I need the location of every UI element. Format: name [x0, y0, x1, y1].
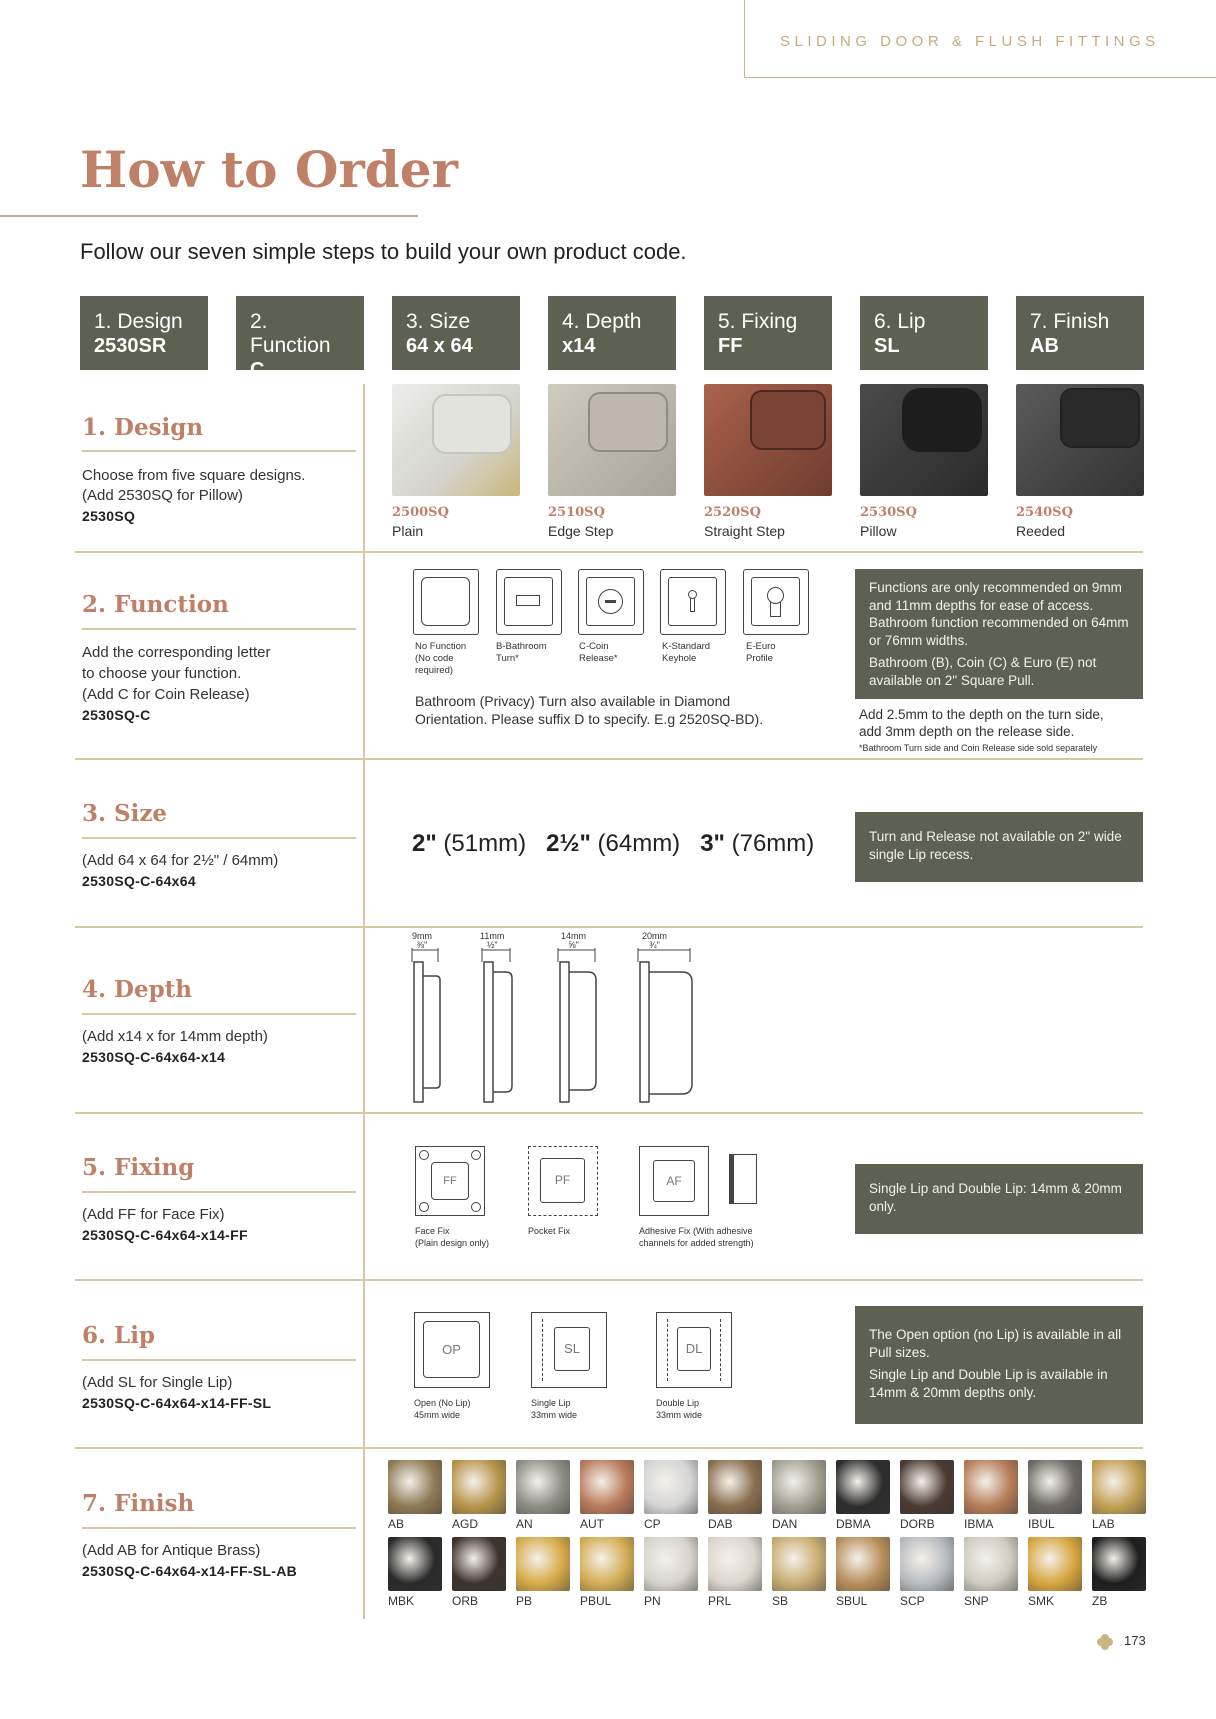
finish-code-label: SMK	[1028, 1594, 1055, 1608]
function-desc-3: (Add C for Coin Release)	[82, 686, 250, 703]
coin-release-icon	[578, 569, 644, 635]
finish-code-label: SB	[772, 1594, 789, 1608]
step-label: 3. Size	[406, 310, 471, 333]
size-options: 2" (51mm) 2½" (64mm) 3" (76mm)	[412, 830, 815, 857]
step-label: 2. Function	[250, 310, 331, 357]
depth-title: 4. Depth	[82, 976, 193, 1003]
section-rule	[82, 837, 356, 839]
step-label: 4. Depth	[562, 310, 642, 333]
depth-code: 2530SQ-C-64x64-x14	[82, 1049, 226, 1065]
step-value: 2530SR	[94, 335, 167, 357]
depth-label: 9mm ⅜"	[412, 931, 432, 950]
function-option-label: E-Euro Profile	[746, 641, 776, 664]
fixing-desc: (Add FF for Face Fix)	[82, 1206, 225, 1223]
step-label: 1. Design	[94, 310, 183, 333]
finish-swatch-dab	[708, 1460, 762, 1514]
fixing-title: 5. Fixing	[82, 1154, 195, 1181]
finish-code-label: PN	[644, 1594, 661, 1608]
size-info-box: Turn and Release not available on 2" wide single Lip recess.	[855, 812, 1143, 882]
finish-code-label: PBUL	[580, 1594, 612, 1608]
product-image-edge-step	[548, 384, 676, 496]
finish-swatch-orb	[452, 1537, 506, 1591]
finish-code-label: PB	[516, 1594, 533, 1608]
finish-swatch-scp	[900, 1537, 954, 1591]
lip-info-box	[855, 1306, 1143, 1424]
pocket-fix-icon: PF	[528, 1146, 598, 1216]
finish-swatch-dan	[772, 1460, 826, 1514]
design-title: 1. Design	[82, 414, 204, 441]
finish-code-label: AUT	[580, 1517, 604, 1531]
finish-desc: (Add AB for Antique Brass)	[82, 1542, 261, 1559]
product-name: Reeded	[1016, 523, 1066, 539]
adhesive-fix-icon: AF	[639, 1146, 709, 1216]
depth-note: Add 2.5mm to the depth on the turn side, add 3mm depth on the release side.	[859, 707, 1104, 739]
finish-code-label: IBUL	[1028, 1517, 1055, 1531]
info-text: Functions are only recommended on 9mm and 11mm depths for ease of access. Bathroom function recommended on 64mm or 76mm widths.	[869, 580, 1129, 648]
depth-label: 14mm ⅝"	[561, 931, 587, 950]
step-box-depth	[548, 296, 676, 370]
adhesive-side-profile	[729, 1154, 757, 1204]
step-box-lip	[860, 296, 988, 370]
section-rule	[82, 1191, 356, 1193]
step-value: AB	[1030, 335, 1059, 357]
design-desc-2: (Add 2530SQ for Pillow)	[82, 487, 243, 504]
function-option-label: K-Standard Keyhole	[662, 641, 711, 664]
finish-swatch-ab	[388, 1460, 442, 1514]
finish-code-label: LAB	[1092, 1517, 1115, 1531]
page-number: 173	[1124, 1633, 1146, 1648]
lip-option-label: Open (No Lip) 45mm wide	[414, 1398, 471, 1420]
function-desc-1: Add the corresponding letter	[82, 644, 271, 661]
step-box-size	[392, 296, 520, 370]
double-lip-icon: DL	[656, 1312, 732, 1388]
step-box-design	[80, 296, 208, 370]
product-code: 2510SQ	[548, 505, 605, 520]
fixing-option-label: Pocket Fix	[528, 1226, 571, 1236]
size-title: 3. Size	[82, 800, 168, 827]
finish-swatch-sb	[772, 1537, 826, 1591]
function-code: 2530SQ-C	[82, 707, 151, 723]
finish-code-label: DORB	[900, 1517, 935, 1531]
finish-code-label: IBMA	[964, 1517, 994, 1531]
fixing-code: 2530SQ-C-64x64-x14-FF	[82, 1227, 248, 1243]
depth-label: 20mm ¾"	[642, 931, 668, 950]
fixing-info-box: Single Lip and Double Lip: 14mm & 20mm only.	[855, 1164, 1143, 1234]
lip-option-label: Single Lip 33mm wide	[531, 1398, 578, 1420]
finish-swatch-an	[516, 1460, 570, 1514]
lip-title: 6. Lip	[82, 1322, 156, 1349]
title-rule	[0, 215, 418, 217]
function-option-label: C-Coin Release*	[579, 641, 618, 664]
step-value: SL	[874, 335, 900, 357]
finish-swatch-dorb	[900, 1460, 954, 1514]
step-value: C	[250, 359, 265, 381]
finish-code-label: SBUL	[836, 1594, 868, 1608]
finish-code-label: MBK	[388, 1594, 415, 1608]
finish-swatch-agd	[452, 1460, 506, 1514]
lip-desc: (Add SL for Single Lip)	[82, 1374, 233, 1391]
finish-code-label: SNP	[964, 1594, 989, 1608]
size-desc: (Add 64 x 64 for 2½" / 64mm)	[82, 852, 279, 869]
finish-swatch-ibma	[964, 1460, 1018, 1514]
info-text: The Open option (no Lip) is available in all Pull sizes.	[869, 1327, 1122, 1360]
finish-swatch-ibul	[1028, 1460, 1082, 1514]
product-name: Straight Step	[704, 523, 785, 539]
intro-text: Follow our seven simple steps to build your own product code.	[80, 239, 687, 264]
face-fix-icon: FF	[415, 1146, 485, 1216]
finish-swatch-pn	[644, 1537, 698, 1591]
finish-code-label: DBMA	[836, 1517, 871, 1531]
row-divider	[75, 758, 1143, 760]
euro-profile-icon	[743, 569, 809, 635]
finish-code-label: AGD	[452, 1517, 479, 1531]
function-option-label: B-Bathroom Turn*	[496, 641, 547, 664]
row-divider	[75, 926, 1143, 928]
function-info-box	[855, 569, 1143, 699]
keyhole-icon	[660, 569, 726, 635]
info-text: Bathroom (B), Coin (C) & Euro (E) not available on 2" Square Pull.	[869, 655, 1097, 688]
step-label: 5. Fixing	[718, 310, 798, 333]
step-value: 64 x 64	[406, 335, 473, 357]
section-rule	[82, 1359, 356, 1361]
function-option-label: No Function (No code required)	[415, 641, 467, 676]
product-code: 2530SQ	[860, 505, 917, 520]
finish-swatch-snp	[964, 1537, 1018, 1591]
depth-profile-diagrams	[400, 948, 700, 1108]
row-divider	[75, 551, 1143, 553]
finish-code-label: PRL	[708, 1594, 732, 1608]
finish-swatch-smk	[1028, 1537, 1082, 1591]
fixing-option-label: Adhesive Fix (With adhesive channels for added strength)	[639, 1226, 754, 1248]
brand-logo-icon	[1096, 1633, 1114, 1651]
column-divider	[363, 384, 365, 1619]
design-desc-1: Choose from five square designs.	[82, 467, 306, 484]
single-lip-icon: SL	[531, 1312, 607, 1388]
function-footnote: *Bathroom Turn side and Coin Release side sold separately	[859, 743, 1098, 753]
step-box-fixing	[704, 296, 832, 370]
finish-swatch-zb	[1092, 1537, 1146, 1591]
product-image-plain	[392, 384, 520, 496]
product-image-straight-step	[704, 384, 832, 496]
section-rule	[82, 450, 356, 452]
page-title: How to Order	[80, 140, 458, 199]
finish-code-label: AB	[388, 1517, 405, 1531]
row-divider	[75, 1112, 1143, 1114]
finish-code-label: DAN	[772, 1517, 798, 1531]
product-code: 2500SQ	[392, 505, 449, 520]
finish-code-label: AN	[516, 1517, 533, 1531]
lip-code: 2530SQ-C-64x64-x14-FF-SL	[82, 1395, 272, 1411]
finish-swatch-aut	[580, 1460, 634, 1514]
section-header: SLIDING DOOR & FLUSH FITTINGS	[780, 33, 1160, 50]
finish-swatch-prl	[708, 1537, 762, 1591]
function-title: 2. Function	[82, 591, 229, 618]
row-divider	[75, 1447, 1143, 1449]
product-image-pillow	[860, 384, 988, 496]
bathroom-turn-icon	[496, 569, 562, 635]
step-label: 7. Finish	[1030, 310, 1110, 333]
product-name: Edge Step	[548, 523, 614, 539]
section-rule	[82, 1527, 356, 1529]
step-box-function	[236, 296, 364, 381]
finish-code-label: ZB	[1092, 1594, 1108, 1608]
section-rule	[82, 1013, 356, 1015]
size-code: 2530SQ-C-64x64	[82, 873, 196, 889]
product-code: 2540SQ	[1016, 505, 1073, 520]
finish-code-label: DAB	[708, 1517, 733, 1531]
step-value: FF	[718, 335, 743, 357]
finish-swatch-pb	[516, 1537, 570, 1591]
product-name: Plain	[392, 523, 424, 539]
finish-swatch-pbul	[580, 1537, 634, 1591]
finish-title: 7. Finish	[82, 1490, 195, 1517]
function-note: Bathroom (Privacy) Turn also available in Diamond Orientation. Please suffix D to specify. E.g 2520SQ-BD).	[415, 693, 764, 727]
info-text: Single Lip and Double Lip is available in 14mm & 20mm depths only.	[869, 1367, 1108, 1400]
finish-swatch-dbma	[836, 1460, 890, 1514]
finish-code-label: CP	[644, 1517, 661, 1531]
fixing-option-label: Face Fix (Plain design only)	[415, 1226, 490, 1248]
finish-code-label: SCP	[900, 1594, 925, 1608]
step-box-finish	[1016, 296, 1144, 370]
design-code: 2530SQ	[82, 508, 136, 524]
finish-code-label: ORB	[452, 1594, 479, 1608]
finish-swatch-lab	[1092, 1460, 1146, 1514]
open-lip-icon: OP	[414, 1312, 490, 1388]
step-label: 6. Lip	[874, 310, 926, 333]
lip-option-label: Double Lip 33mm wide	[656, 1398, 703, 1420]
product-name: Pillow	[860, 523, 897, 539]
step-value: x14	[562, 335, 596, 357]
no-function-icon	[413, 569, 479, 635]
product-code: 2520SQ	[704, 505, 761, 520]
depth-label: 11mm ½"	[480, 931, 505, 950]
section-rule	[82, 628, 356, 630]
finish-swatch-cp	[644, 1460, 698, 1514]
row-divider	[75, 1279, 1143, 1281]
finish-swatch-sbul	[836, 1537, 890, 1591]
product-image-reeded	[1016, 384, 1144, 496]
depth-desc: (Add x14 x for 14mm depth)	[82, 1028, 268, 1045]
function-desc-2: to choose your function.	[82, 665, 242, 682]
finish-swatch-mbk	[388, 1537, 442, 1591]
finish-code: 2530SQ-C-64x64-x14-FF-SL-AB	[82, 1563, 298, 1579]
